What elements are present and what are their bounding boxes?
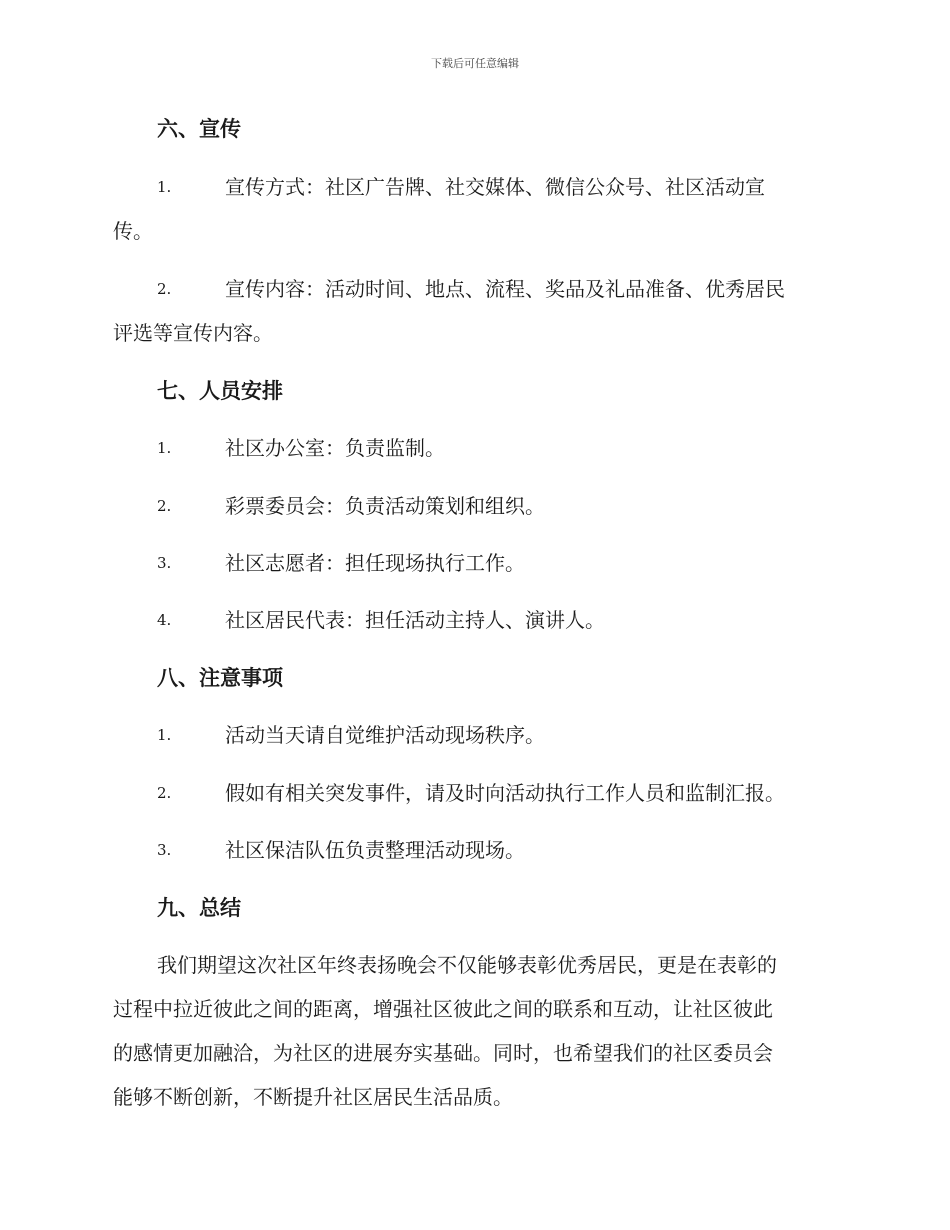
list-number: 2. (157, 280, 172, 298)
list-item (0, 606, 950, 636)
section-heading-publicity: 六、宣传 (157, 116, 241, 141)
list-number: 1. (157, 439, 172, 457)
page-header: 下载后可任意编辑 (431, 57, 519, 70)
list-item (0, 492, 950, 522)
list-text: 社区办公室：负责监制。 (225, 436, 445, 460)
list-text-continuation: 传。 (113, 219, 153, 243)
section-heading-summary: 九、总结 (157, 895, 241, 920)
list-number: 4. (157, 611, 172, 629)
list-text: 假如有相关突发事件，请及时向活动执行工作人员和监制汇报。 (225, 781, 785, 805)
summary-paragraph-line: 我们期望这次社区年终表扬晚会不仅能够表彰优秀居民，更是在表彰的 (157, 953, 777, 977)
list-text: 社区居民代表：担任活动主持人、演讲人。 (225, 608, 605, 632)
list-item (0, 434, 950, 464)
summary-paragraph-line: 能够不断创新，不断提升社区居民生活品质。 (113, 1085, 513, 1109)
list-number: 1. (157, 726, 172, 744)
list-number: 2. (157, 784, 172, 802)
list-number: 3. (157, 841, 172, 859)
list-text: 彩票委员会：负责活动策划和组织。 (225, 494, 545, 518)
list-number: 1. (157, 178, 172, 196)
section-heading-staffing: 七、人员安排 (157, 378, 283, 403)
list-text: 社区保洁队伍负责整理活动现场。 (225, 838, 525, 862)
section-heading-notes: 八、注意事项 (157, 665, 283, 690)
list-number: 3. (157, 554, 172, 572)
summary-paragraph-line: 过程中拉近彼此之间的距离，增强社区彼此之间的联系和互动，让社区彼此 (113, 997, 773, 1021)
list-item (0, 836, 950, 866)
list-item (0, 779, 950, 809)
list-number: 2. (157, 497, 172, 515)
list-text: 活动当天请自觉维护活动现场秩序。 (225, 723, 545, 747)
list-item (0, 275, 950, 305)
summary-paragraph-line: 的感情更加融洽，为社区的进展夯实基础。同时，也希望我们的社区委员会 (113, 1041, 773, 1065)
list-item (0, 173, 950, 203)
list-text: 宣传方式：社区广告牌、社交媒体、微信公众号、社区活动宣 (225, 175, 765, 199)
list-item (0, 721, 950, 751)
list-text-continuation: 评选等宣传内容。 (113, 321, 273, 345)
list-item (0, 549, 950, 579)
list-text: 宣传内容：活动时间、地点、流程、奖品及礼品准备、优秀居民 (225, 277, 785, 301)
list-text: 社区志愿者：担任现场执行工作。 (225, 551, 525, 575)
